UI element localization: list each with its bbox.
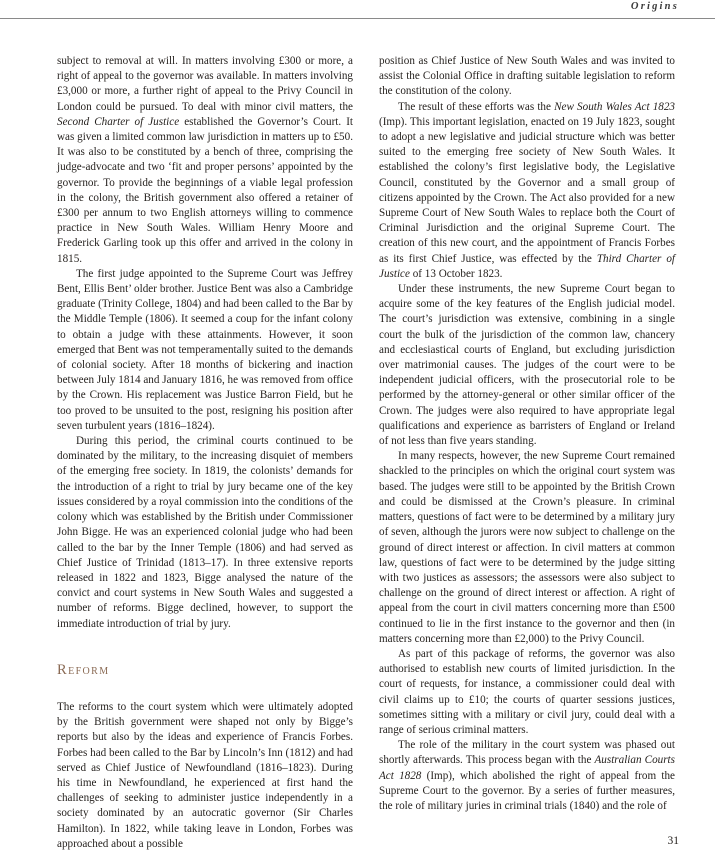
header-rule <box>0 18 715 19</box>
text-run: of 13 October 1823. <box>409 267 503 280</box>
text-run: During this period, the criminal courts continued to be dominated by the military, to the increasing disquiet of members of the emerging free society. In 1819, the colonists’ demands for the introduction of a right to trial by jury became one of the key issues considered by a royal commission into the conditions of the colony which was established by the British under Commissioner John Bigge. He was an experienced colonial judge who had been called to the bar by the Inner Temple (1806) and had served as Chief Justice of Trinidad (1813–17). In three extensive reports released in 1822 and 1823, Bigge analysed the nature of the convict and court systems in New South Wales and suggested a number of reforms. Bigge declined, however, to support the immediate introduction of trial by jury. <box>57 435 353 630</box>
body-paragraph <box>379 282 675 449</box>
text-run: The result of these efforts was the <box>398 100 555 113</box>
text-run: The reforms to the court system which were ultimately adopted by the British government were shaped not only by Bigge’s reports but also by the ideas and experience of Francis Forbes. Forbes had been called to the Bar by Lincoln’s Inn (1812) and had served as Chief Justice of Newfoundland (1816–1823). During his time in Newfoundland, he experienced at first hand the challenges of seeking to administer justice independently in a society dominated by an autocratic governor (Sir Charles Hamilton). In 1822, while taking leave in London, Forbes was approached about a possible <box>57 700 353 850</box>
text-run: As part of this package of reforms, the governor was also authorised to establish new courts of limited jurisdiction. In the court of requests, for instance, a commissioner could deal with civil claims up to £10; the courts of quarter sessions justices, sometimes sitting with a military or civil jury, could deal with a range of serious criminal matters. <box>379 647 675 736</box>
body-paragraph <box>57 434 353 632</box>
body-paragraph <box>379 738 675 814</box>
text-run: Under these instruments, the new Supreme Court began to acquire some of the key features of the English judicial model. The court’s jurisdiction was extensive, combining in a single court the bulk of the jurisdiction of the common law, chancery and ecclesiastical courts of England, but excluding jurisdiction over matrimonial causes. The judges of the court were to be independent judicial officers, with the prosecutorial role to be performed by the attorney-general or other similar officer of the Crown. The judges were also required to have appropriate legal qualifications and experience as barristers of England or Ireland of not less than five years standing. <box>379 283 675 448</box>
section-heading-reform: Reform <box>57 661 110 678</box>
italic-title: Second Charter of Justice <box>57 115 180 128</box>
text-run: subject to removal at will. In matters involving £300 or more, a right of appeal to the governor was available. In matters involving £3,000 or more, a further right of appeal to the Privy Council in London could be pursued. To deal with minor civil matters, the <box>57 55 353 113</box>
body-paragraph <box>379 647 675 738</box>
body-paragraph <box>379 449 675 647</box>
italic-title: Australian Courts Act 1828 <box>379 754 675 782</box>
text-run: (Imp). This important legislation, enacted on 19 July 1823, sought to adopt a new legislative and judicial structure which was better suited to the emerging free society of New South Wales. It established the colony’s first legislative body, the Legislative Council, constituted by the Governor and a small group of citizens appointed by the Crown. The Act also provided for a new Supreme Court of New South Wales to replace both the Court of Criminal Jurisdiction and the original Supreme Court. The creation of this new court, and the appointment of Francis Forbes as its first Chief Justice, was effected by the <box>379 115 675 265</box>
body-paragraph <box>57 267 353 434</box>
body-paragraph <box>57 54 353 267</box>
page-number: 31 <box>667 835 679 847</box>
left-paragraphs <box>57 54 353 632</box>
body-paragraph <box>57 700 353 852</box>
text-run: The role of the military in the court system was phased out shortly afterwards. This process began with the <box>379 739 675 767</box>
left-column <box>57 54 353 852</box>
text-run: (Imp), which abolished the right of appeal from the Supreme Court to the governor. By a series of further measures, the role of military juries in criminal trials (1840) and the role of <box>379 769 675 812</box>
italic-title: New South Wales Act 1823 <box>554 100 675 113</box>
text-run: established the Governor’s Court. It was given a limited common law jurisdiction in matters up to £50. It was also to be constituted by a bench of three, comprising the judge-advocate and two ‘fit and proper persons’ appointed by the governor. To provide the beginnings of a viable legal profession in the colony, the British government also offered a retainer of £300 per annum to two English attorneys willing to commence practice in New South Wales. William Henry Moore and Frederick Garling took up this offer and arrived in the colony in 1815. <box>57 115 354 265</box>
left-paragraphs-after-heading <box>57 700 353 852</box>
italic-title: Third Charter of Justice <box>379 252 675 280</box>
text-run: The first judge appointed to the Supreme Court was Jeffrey Bent, Ellis Bent’ older brother. Justice Bent was also a Cambridge graduate (Trinity College, 1804) and had been called to the Bar by the Middle Temple (1806). It seemed a coup for the infant colony to obtain a judge with these attainments. However, it soon emerged that Bent was not temperamentally suited to the demands of colonial society. After 18 months of bickering and inaction between July 1814 and January 1816, he was removed from office by the Crown. His replacement was Justice Barron Field, but he too proved to be unsuited to the post, resigning his position after seven turbulent years (1816–1824). <box>57 267 353 432</box>
right-paragraphs <box>379 54 675 814</box>
text-run: In many respects, however, the new Supreme Court remained shackled to the principles on which the original court system was based. The judges were still to be appointed by the British Crown and could be dismissed at the Crown’s pleasure. In criminal matters, questions of fact were to be determined by a military jury of seven, although the jurors were now subject to challenge on the ground of direct interest or affection. In civil matters at common law, questions of fact were to be determined by the judge sitting with two justices as assessors; the assessors were also subject to challenge on the ground of direct interest or affection. A right of appeal from the court in civil matters concerning more than £500 continued to lie in the first instance to the governor and then (in matters concerning more than £2,000) to the Privy Council. <box>379 450 675 645</box>
body-paragraph <box>379 100 675 282</box>
right-column <box>379 54 675 814</box>
body-paragraph <box>379 54 675 100</box>
text-run: position as Chief Justice of New South Wales and was invited to assist the Colonial Office in drafting suitable legislation to reform the constitution of the colony. <box>379 55 675 98</box>
running-title: Origins <box>630 1 679 12</box>
